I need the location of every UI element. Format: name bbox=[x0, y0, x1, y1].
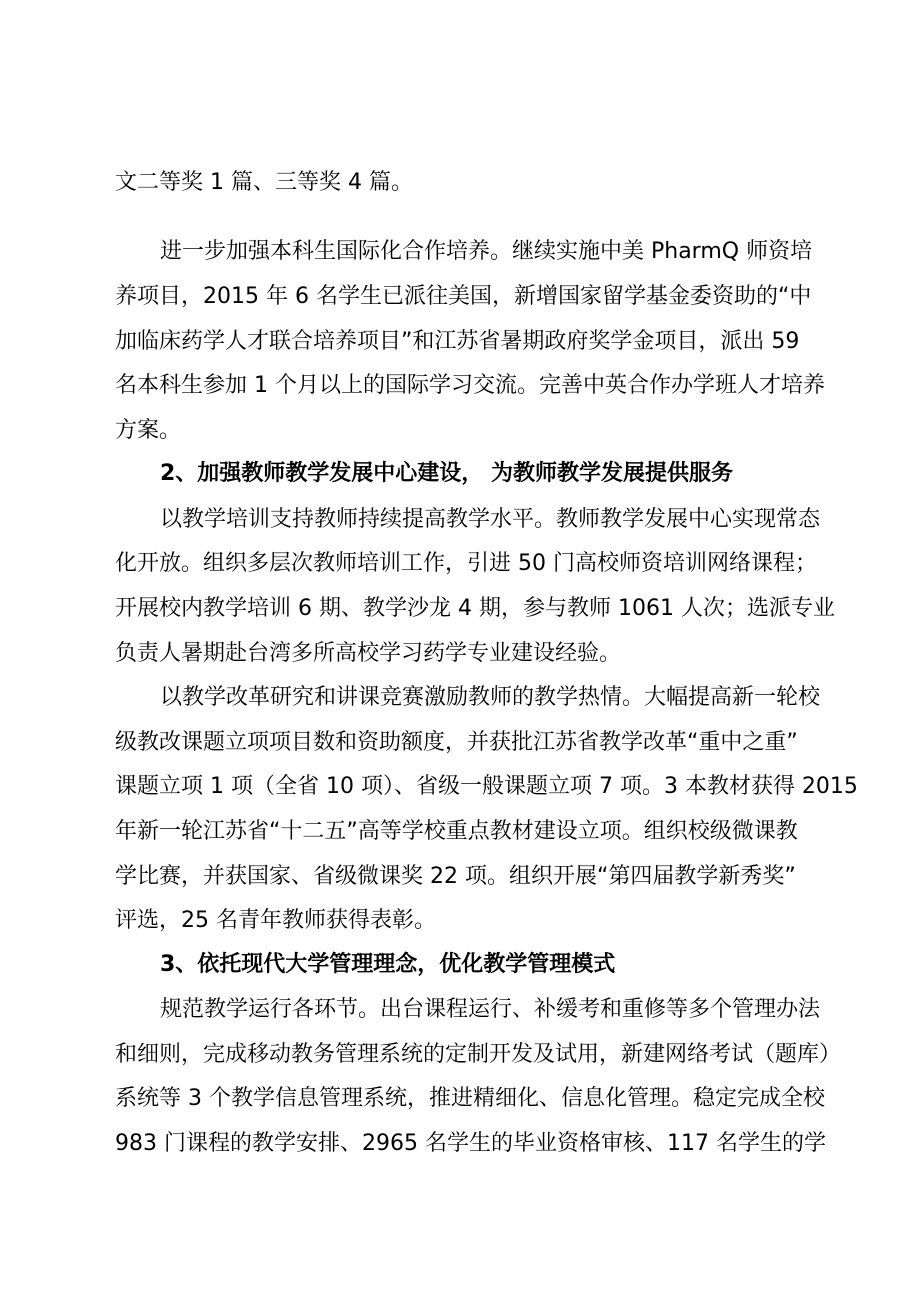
paragraph-line-16: 评选，25 名青年教师获得表彰。 bbox=[115, 908, 436, 933]
paragraph-line-13: 课题立项 1 项（全省 10 项）、省级一般课题立项 7 项。3 本教材获得 2015 bbox=[115, 774, 858, 799]
section-heading-3: 3、依托现代大学管理理念，优化教学管理模式 bbox=[160, 952, 616, 977]
paragraph-line-9: 开展校内教学培训 6 期、教学沙龙 4 期，参与教师 1061 人次；选派专业 bbox=[115, 596, 835, 621]
section-heading-2: 2、加强教师教学发展中心建设， 为教师教学发展提供服务 bbox=[160, 461, 733, 486]
paragraph-line-3: 养项目，2015 年 6 名学生已派往美国，新增国家留学基金委资助的“中 bbox=[115, 284, 812, 309]
paragraph-line-6: 方案。 bbox=[115, 418, 182, 443]
paragraph-line-11: 以教学改革研究和讲课竞赛激励教师的教学热情。大幅提高新一轮校 bbox=[160, 685, 821, 710]
paragraph-line-1: 文二等奖 1 篇、三等奖 4 篇。 bbox=[115, 170, 413, 195]
paragraph-line-7: 以教学培训支持教师持续提高教学水平。教师教学发展中心实现常态 bbox=[160, 507, 821, 532]
paragraph-line-5: 名本科生参加 1 个月以上的国际学习交流。完善中英合作办学班人才培养 bbox=[115, 373, 825, 398]
paragraph-line-14: 年新一轮江苏省“十二五”高等学校重点教材建设立项。组织校级微课教 bbox=[115, 819, 798, 844]
paragraph-line-17: 规范教学运行各环节。出台课程运行、补缓考和重修等多个管理办法 bbox=[160, 997, 821, 1022]
paragraph-line-20: 983 门课程的教学安排、2965 名学生的毕业资格审核、117 名学生的学 bbox=[115, 1131, 826, 1156]
paragraph-line-2: 进一步加强本科生国际化合作培养。继续实施中美 PharmQ 师资培 bbox=[160, 239, 813, 264]
paragraph-line-15: 学比赛，并获国家、省级微课奖 22 项。组织开展“第四届教学新秀奖” bbox=[115, 864, 796, 889]
paragraph-line-12: 级教改课题立项项目数和资助额度，并获批江苏省教学改革“重中之重” bbox=[115, 730, 798, 755]
paragraph-line-10: 负责人暑期赴台湾多所高校学习药学专业建设经验。 bbox=[115, 641, 622, 666]
paragraph-line-4: 加临床药学人才联合培养项目”和江苏省暑期政府奖学金项目，派出 59 bbox=[115, 329, 800, 354]
paragraph-line-8: 化开放。组织多层次教师培训工作，引进 50 门高校师资培训网络课程； bbox=[115, 551, 817, 576]
paragraph-line-19: 系统等 3 个教学信息管理系统，推进精细化、信息化管理。稳定完成全校 bbox=[115, 1086, 825, 1111]
paragraph-line-18: 和细则，完成移动教务管理系统的定制开发及试用，新建网络考试（题库） bbox=[115, 1042, 842, 1067]
